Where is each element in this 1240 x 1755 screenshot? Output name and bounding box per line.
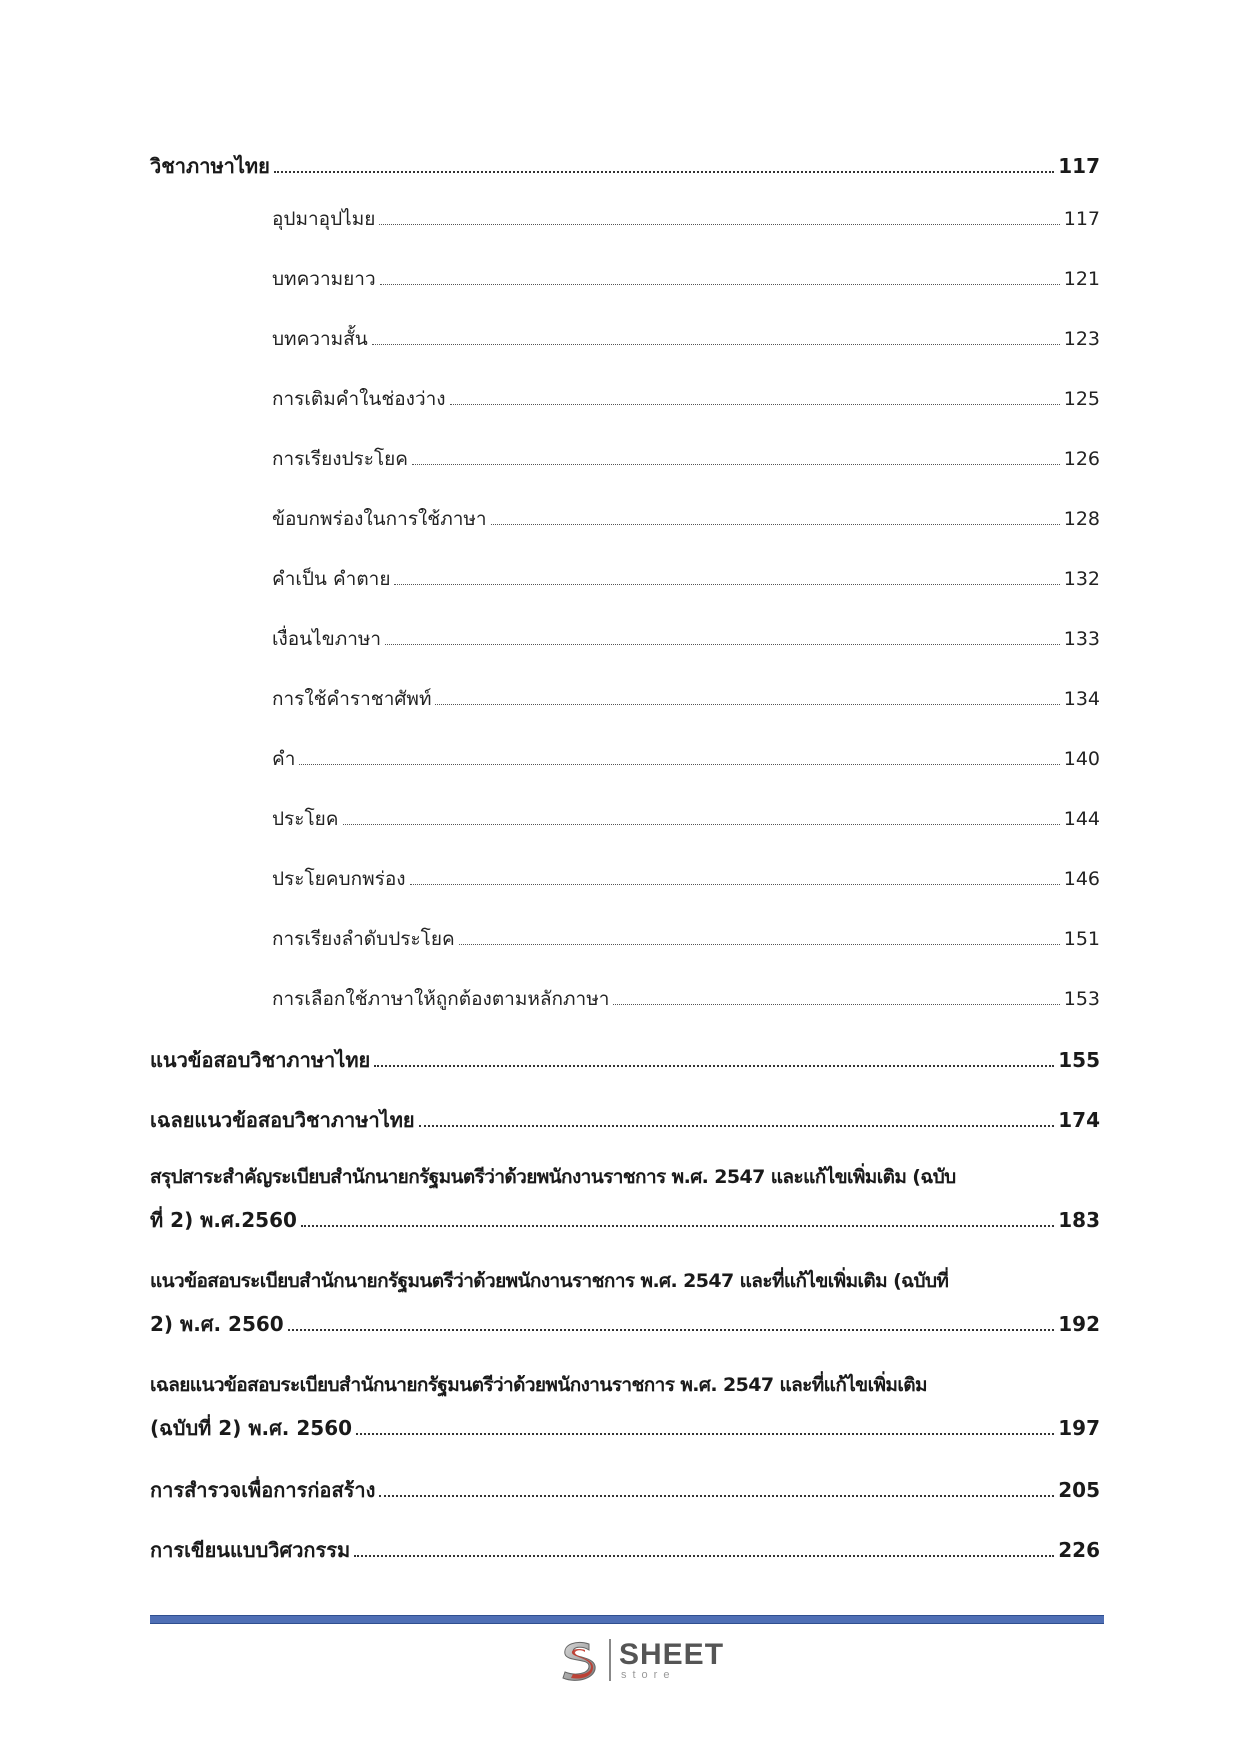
- toc-entry-page: 153: [1063, 988, 1100, 1010]
- toc-entry-page: 144: [1063, 808, 1100, 830]
- toc-entry-page: 134: [1063, 688, 1100, 710]
- toc-entry-title-line2: (ฉบับที่ 2) พ.ศ. 2560: [150, 1416, 353, 1440]
- toc-entry-page: 155: [1058, 1048, 1100, 1072]
- toc-entry-page: 140: [1063, 748, 1100, 770]
- toc-entry-multiline[interactable]: [150, 1370, 1100, 1474]
- dot-leader: [394, 584, 1059, 585]
- dot-leader: [380, 284, 1060, 285]
- dot-leader: [410, 884, 1060, 885]
- toc-entry-page: 174: [1058, 1108, 1100, 1132]
- toc-entry-title: การเรียงลำดับประโยค: [272, 928, 455, 950]
- toc-subentry[interactable]: [150, 444, 1100, 504]
- dot-leader: [354, 1555, 1054, 1557]
- toc-subentry[interactable]: [150, 564, 1100, 624]
- sheet-store-logo-icon: [555, 1636, 603, 1684]
- toc-entry-title-line1: เฉลยแนวข้อสอบระเบียบสำนักนายกรัฐมนตรีว่าด้วยพนักงานราชการ พ.ศ. 2547 และที่แก้ไขเพิ่มเติม: [150, 1374, 927, 1396]
- toc-entry-page: 128: [1063, 508, 1100, 530]
- toc-entry-title-line1: สรุปสาระสำคัญระเบียบสำนักนายกรัฐมนตรีว่าด้วยพนักงานราชการ พ.ศ. 2547 และแก้ไขเพิ่มเติม (ฉบับ: [150, 1166, 956, 1188]
- toc-entry-title: บทความยาว: [272, 268, 376, 290]
- dot-leader: [419, 1125, 1055, 1127]
- toc-entry-multiline[interactable]: [150, 1266, 1100, 1370]
- toc-entry-page: 132: [1063, 568, 1100, 590]
- logo-separator: [609, 1639, 611, 1681]
- toc-entry-title: แนวข้อสอบวิชาภาษาไทย: [150, 1048, 371, 1072]
- toc-entry-page: 117: [1058, 154, 1100, 178]
- dot-leader: [343, 824, 1060, 825]
- toc-entry-title: การเรียงประโยค: [272, 448, 409, 470]
- toc-entry-title: ข้อบกพร่องในการใช้ภาษา: [272, 508, 487, 530]
- toc-entry-page: 192: [1058, 1312, 1100, 1336]
- logo-text: SHEET: [619, 1637, 725, 1671]
- toc-entry-page: 133: [1063, 628, 1100, 650]
- toc-entry-title: ประโยคบกพร่อง: [272, 868, 406, 890]
- dot-leader: [274, 171, 1054, 173]
- toc-entry-title: การใช้คำราชาศัพท์: [272, 688, 432, 710]
- toc-entry-title: ประโยค: [272, 808, 339, 830]
- toc-subentry[interactable]: [150, 864, 1100, 924]
- toc-entry-title: บทความสั้น: [272, 328, 368, 350]
- toc-subentry[interactable]: [150, 984, 1100, 1044]
- toc-subentry[interactable]: [150, 624, 1100, 684]
- toc-entry-title: การเติมคำในช่องว่าง: [272, 388, 446, 410]
- toc-subentry[interactable]: [150, 804, 1100, 864]
- toc-subentry[interactable]: [150, 204, 1100, 264]
- toc-entry[interactable]: [150, 1474, 1100, 1534]
- toc-entry-title: เฉลยแนวข้อสอบวิชาภาษาไทย: [150, 1108, 415, 1132]
- toc-entry-page: 205: [1058, 1478, 1100, 1502]
- dot-leader: [372, 344, 1060, 345]
- toc-entry-title: การสำรวจเพื่อการก่อสร้าง: [150, 1478, 376, 1502]
- toc-entry-title-line1: แนวข้อสอบระเบียบสำนักนายกรัฐมนตรีว่าด้วยพนักงานราชการ พ.ศ. 2547 และที่แก้ไขเพิ่มเติม (ฉบับที่: [150, 1270, 949, 1292]
- dot-leader: [299, 764, 1059, 765]
- toc-entry-title-line2: 2) พ.ศ. 2560: [150, 1312, 284, 1336]
- toc-entry-page: 121: [1063, 268, 1100, 290]
- toc-entry-title: อุปมาอุปไมย: [272, 208, 376, 230]
- dot-leader: [356, 1433, 1054, 1435]
- dot-leader: [379, 1495, 1054, 1497]
- dot-leader: [435, 704, 1059, 705]
- toc-entry-page: 126: [1063, 448, 1100, 470]
- toc-subentry[interactable]: [150, 384, 1100, 444]
- toc-entry-title: การเขียนแบบวิศวกรรม: [150, 1538, 351, 1562]
- dot-leader: [613, 1004, 1059, 1005]
- toc-entry-page: 146: [1063, 868, 1100, 890]
- table-of-contents: [150, 150, 1100, 1588]
- dot-leader: [412, 464, 1060, 465]
- dot-leader: [459, 944, 1060, 945]
- toc-entry-title: วิชาภาษาไทย: [150, 154, 270, 178]
- toc-entry-title: คำเป็น คำตาย: [272, 568, 391, 590]
- dot-leader: [491, 524, 1060, 525]
- toc-entry-page: 151: [1063, 928, 1100, 950]
- toc-entry[interactable]: [150, 1044, 1100, 1104]
- toc-entry-title: คำ: [272, 748, 296, 770]
- toc-entry[interactable]: [150, 150, 1100, 204]
- toc-entry-title: เงื่อนไขภาษา: [272, 628, 382, 650]
- dot-leader: [301, 1225, 1054, 1227]
- toc-subentry[interactable]: [150, 504, 1100, 564]
- toc-subentry[interactable]: [150, 924, 1100, 984]
- toc-entry-multiline[interactable]: [150, 1162, 1100, 1266]
- toc-entry-title-line2: ที่ 2) พ.ศ.2560: [150, 1208, 297, 1232]
- toc-entry-page: 117: [1063, 208, 1100, 230]
- toc-subentry[interactable]: [150, 264, 1100, 324]
- toc-entry-page: 125: [1063, 388, 1100, 410]
- toc-entry-title: การเลือกใช้ภาษาให้ถูกต้องตามหลักภาษา: [272, 988, 610, 1010]
- toc-entry[interactable]: [150, 1534, 1100, 1588]
- toc-entry[interactable]: [150, 1104, 1100, 1162]
- dot-leader: [374, 1065, 1054, 1067]
- toc-subentry[interactable]: [150, 684, 1100, 744]
- footer-divider-bar: [150, 1615, 1104, 1624]
- toc-entry-page: 183: [1058, 1208, 1100, 1232]
- toc-entry-page: 123: [1063, 328, 1100, 350]
- sheet-store-logo: [555, 1636, 724, 1684]
- logo-subtext: store: [621, 1668, 676, 1681]
- dot-leader: [288, 1329, 1055, 1331]
- dot-leader: [379, 224, 1059, 225]
- toc-subentry[interactable]: [150, 324, 1100, 384]
- dot-leader: [450, 404, 1060, 405]
- dot-leader: [385, 644, 1060, 645]
- toc-entry-page: 197: [1058, 1416, 1100, 1440]
- toc-subentry[interactable]: [150, 744, 1100, 804]
- toc-entry-page: 226: [1058, 1538, 1100, 1562]
